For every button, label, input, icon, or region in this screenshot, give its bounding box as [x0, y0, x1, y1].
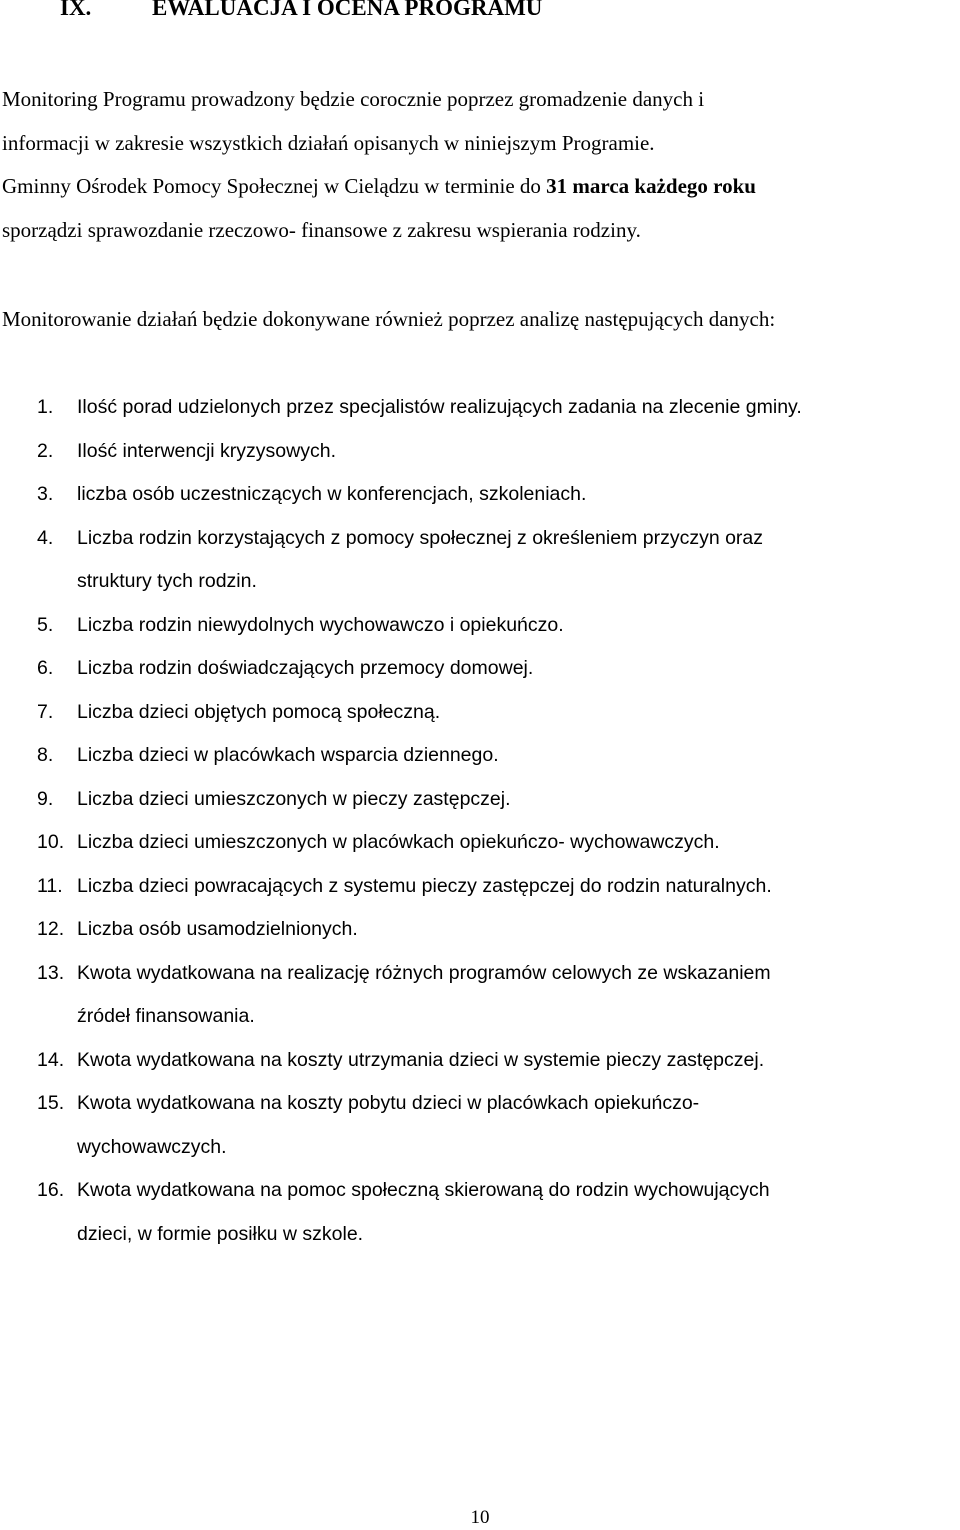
list-item-number: 13. [37, 961, 65, 984]
list-item-number: 14. [37, 1048, 65, 1071]
deadline-bold-text: 31 marca każdego roku [546, 174, 756, 198]
list-item-number: 9. [37, 787, 54, 810]
list-item-number: 6. [37, 657, 54, 679]
list-item-text: Kwota wydatkowana na pomoc społeczną skierowaną do rodzin wychowujących [77, 1179, 770, 1201]
list-item-number: 15. [37, 1092, 65, 1114]
list-item-text: Liczba dzieci umieszczonych w placówkach opiekuńczo- wychowawczych. [77, 831, 720, 853]
list-item-number: 7. [37, 700, 54, 723]
list-item-number: 16. [37, 1179, 65, 1201]
list-item-text: Ilość porad udzielonych przez specjalistów realizujących zadania na zlecenie gminy. [77, 396, 802, 418]
list-item [0, 691, 802, 735]
list-item-number: 3. [37, 483, 54, 505]
list-item [0, 865, 802, 909]
list-item [0, 778, 802, 822]
list-item [0, 1082, 802, 1169]
list-item-number: 11. [37, 874, 63, 897]
list-item-text: Liczba osób usamodzielnionych. [77, 918, 358, 940]
list-item [0, 952, 802, 1039]
list-item-text: Kwota wydatkowana na koszty pobytu dzieci w placówkach opiekuńczo- [77, 1092, 700, 1114]
list-item-text: Liczba rodzin korzystających z pomocy społecznej z określeniem przyczyn oraz [77, 526, 764, 549]
list-item [0, 430, 802, 474]
monitoring-data-list [0, 386, 802, 1256]
list-item-number: 10. [37, 831, 65, 853]
list-item-number: 4. [37, 526, 54, 549]
list-item-text: źródeł finansowania. [77, 1005, 255, 1027]
section-number: IX. [60, 0, 92, 20]
list-item [0, 734, 802, 778]
paragraph-line: informacji w zakresie wszystkich działań opisanych w niniejszym Programie. [2, 130, 655, 155]
list-item-number: 5. [37, 613, 54, 636]
paragraph-line: Monitoring Programu prowadzony będzie corocznie poprzez gromadzenie danych i [2, 87, 705, 111]
list-item-number: 2. [37, 439, 54, 462]
list-item-text: Liczba dzieci powracających z systemu pieczy zastępczej do rodzin naturalnych. [77, 874, 772, 897]
list-item [0, 821, 802, 865]
paragraph-line [2, 165, 756, 209]
list-item [0, 1169, 802, 1256]
list-item-number: 1. [37, 396, 54, 418]
list-item-text: Liczba dzieci objętych pomocą społeczną. [77, 700, 441, 723]
list-item-text: Kwota wydatkowana na koszty utrzymania dzieci w systemie pieczy zastępczej. [77, 1048, 765, 1071]
section-title: EWALUACJA I OCENA PROGRAMU [152, 0, 543, 20]
list-item-text: Kwota wydatkowana na realizację różnych programów celowych ze wskazaniem [77, 961, 771, 984]
list-item [0, 908, 802, 952]
monitoring-paragraph [2, 78, 756, 252]
list-item-text: Liczba dzieci w placówkach wsparcia dziennego. [77, 744, 499, 766]
list-item-text: Liczba dzieci umieszczonych w pieczy zastępczej. [77, 787, 511, 810]
list-item [0, 647, 802, 691]
section-heading [50, 0, 542, 22]
list-item [0, 517, 802, 604]
page-number: 10 [470, 1507, 490, 1528]
list-item-text: Liczba rodzin doświadczających przemocy domowej. [77, 657, 534, 679]
list-item [0, 604, 802, 648]
paragraph-line: sporządzi sprawozdanie rzeczowo- finansowe z zakresu wspierania rodziny. [2, 217, 641, 242]
list-item-text: Ilość interwencji kryzysowych. [77, 439, 336, 462]
list-item-text: wychowawczych. [77, 1135, 227, 1158]
list-item-text: dzieci, w formie posiłku w szkole. [77, 1222, 364, 1245]
list-item [0, 1039, 802, 1083]
list-item [0, 386, 802, 430]
list-item-text: struktury tych rodzin. [77, 570, 257, 592]
monitoring-intro-paragraph: Monitorowanie działań będzie dokonywane również poprzez analizę następujących danych: [2, 307, 776, 331]
list-item-number: 8. [37, 744, 54, 766]
list-item-text: Liczba rodzin niewydolnych wychowawczo i opiekuńczo. [77, 613, 564, 636]
list-item [0, 473, 802, 517]
list-item-text: liczba osób uczestniczących w konferencjach, szkoleniach. [77, 483, 587, 505]
list-item-number: 12. [37, 918, 65, 940]
paragraph-line-text: Gminny Ośrodek Pomocy Społecznej w Cielądzu w terminie do [2, 174, 547, 198]
